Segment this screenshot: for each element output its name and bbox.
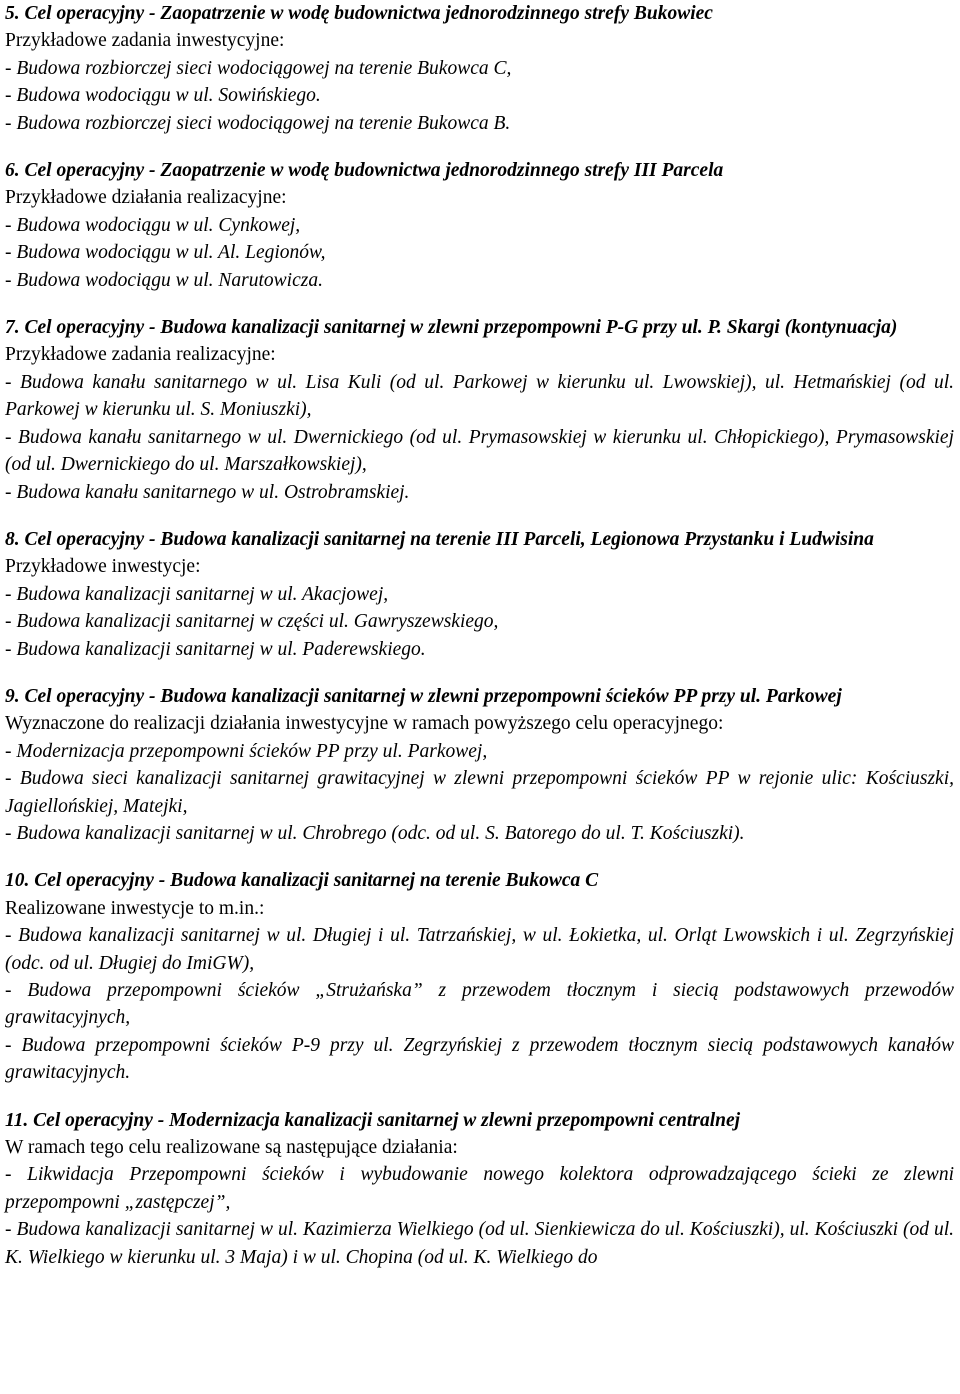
section-heading: 9. Cel operacyjny - Budowa kanalizacji sanitarnej w zlewni przepompowni ścieków PP przy ul. Parkowej xyxy=(5,685,842,707)
section-intro: Realizowane inwestycje to m.in.: xyxy=(5,897,265,919)
list-item: - Budowa kanalizacji sanitarnej w ul. Długiej i ul. Tatrzańskiej, w ul. Łokietka, ul. Orląt Lwowskich i ul. Zegrzyńskiej (odc. od ul. Długiej do ImiGW), xyxy=(5,925,954,974)
section-8 xyxy=(5,526,954,663)
list-item: - Budowa wodociągu w ul. Cynkowej, xyxy=(5,214,301,236)
list-item: - Budowa wodociągu w ul. Sowińskiego. xyxy=(5,85,321,107)
section-intro: Przykładowe zadania realizacyjne: xyxy=(5,344,276,366)
list-item: - Budowa kanału sanitarnego w ul. Dwernickiego (od ul. Prymasowskiej w kierunku ul. Chłopickiego), Prymasowskiej (od ul. Dwernickiego do ul. Marszałkowskiej), xyxy=(5,426,954,476)
list-item: - Budowa kanału sanitarnego w ul. Ostrobramskiej. xyxy=(5,481,410,503)
list-item: - Budowa rozbiorczej sieci wodociągowej na terenie Bukowca B. xyxy=(5,112,511,134)
section-heading: 6. Cel operacyjny - Zaopatrzenie w wodę budownictwa jednorodzinnego strefy III Parcela xyxy=(5,160,724,182)
list-item: - Budowa rozbiorczej sieci wodociągowej na terenie Bukowca C, xyxy=(5,57,512,79)
list-item: - Budowa kanału sanitarnego w ul. Lisa Kuli (od ul. Parkowej w kierunku ul. Lwowskiej), ul. Hetmańskiej (od ul. Parkowej w kierunku ul. S. Moniuszki), xyxy=(5,371,954,421)
section-intro: Przykładowe działania realizacyjne: xyxy=(5,187,287,209)
section-5 xyxy=(5,0,954,137)
section-heading: 10. Cel operacyjny - Budowa kanalizacji sanitarnej na terenie Bukowca C xyxy=(5,870,599,892)
list-item: - Modernizacja przepompowni ścieków PP przy ul. Parkowej, xyxy=(5,740,488,762)
section-heading: 5. Cel operacyjny - Zaopatrzenie w wodę budownictwa jednorodzinnego strefy Bukowiec xyxy=(5,3,713,24)
list-item: - Budowa kanalizacji sanitarnej w ul. Kazimierza Wielkiego (od ul. Sienkiewicza do ul. Kościuszki), ul. Kościuszki (od ul. K. Wielkiego w kierunku ul. 3 Maja) i w ul. Chopina (od ul. K. Wielkiego do xyxy=(5,1219,954,1268)
section-intro: Przykładowe zadania inwestycyjne: xyxy=(5,30,285,52)
section-intro: W ramach tego celu realizowane są następujące działania: xyxy=(5,1137,458,1159)
list-item: - Budowa przepompowni ścieków P-9 przy ul. Zegrzyńskiej z przewodem tłocznym siecią podstawowych kanałów grawitacyjnych. xyxy=(5,1034,954,1084)
section-intro: Przykładowe inwestycje: xyxy=(5,556,201,578)
list-item: - Budowa kanalizacji sanitarnej w ul. Chrobrego (odc. od ul. S. Batorego do ul. T. Kościuszki). xyxy=(5,822,745,844)
list-item: - Budowa wodociągu w ul. Narutowicza. xyxy=(5,269,323,291)
section-7 xyxy=(5,314,954,506)
list-item: - Budowa przepompowni ścieków „Strużańska” z przewodem tłocznym i siecią podstawowych przewodów grawitacyjnych, xyxy=(5,980,954,1029)
section-heading: 11. Cel operacyjny - Modernizacja kanalizacji sanitarnej w zlewni przepompowni centralnej xyxy=(5,1109,741,1131)
section-10 xyxy=(5,867,954,1086)
list-item: - Budowa kanalizacji sanitarnej w części ul. Gawryszewskiego, xyxy=(5,611,499,633)
section-6 xyxy=(5,157,954,294)
section-9 xyxy=(5,683,954,847)
section-intro: Wyznaczone do realizacji działania inwestycyjne w ramach powyższego celu operacyjnego: xyxy=(5,713,724,735)
list-item: - Budowa kanalizacji sanitarnej w ul. Akacjowej, xyxy=(5,583,389,605)
list-item: - Budowa wodociągu w ul. Al. Legionów, xyxy=(5,242,326,264)
section-11 xyxy=(5,1107,954,1271)
list-item: - Budowa kanalizacji sanitarnej w ul. Paderewskiego. xyxy=(5,638,426,660)
section-heading: 7. Cel operacyjny - Budowa kanalizacji sanitarnej w zlewni przepompowni P-G przy ul. P. Skargi (kontynuacja) xyxy=(5,317,898,339)
list-item: - Budowa sieci kanalizacji sanitarnej grawitacyjnej w zlewni przepompowni ścieków PP w rejonie ulic: Kościuszki, Jagiellońskiej, Matejki, xyxy=(5,768,954,817)
section-heading: 8. Cel operacyjny - Budowa kanalizacji sanitarnej na terenie III Parceli, Legionowa Przystanku i Ludwisina xyxy=(5,528,874,550)
list-item: - Likwidacja Przepompowni ścieków i wybudowanie nowego kolektora odprowadzającego ścieki ze zlewni przepompowni „zastępczej”, xyxy=(5,1164,954,1213)
